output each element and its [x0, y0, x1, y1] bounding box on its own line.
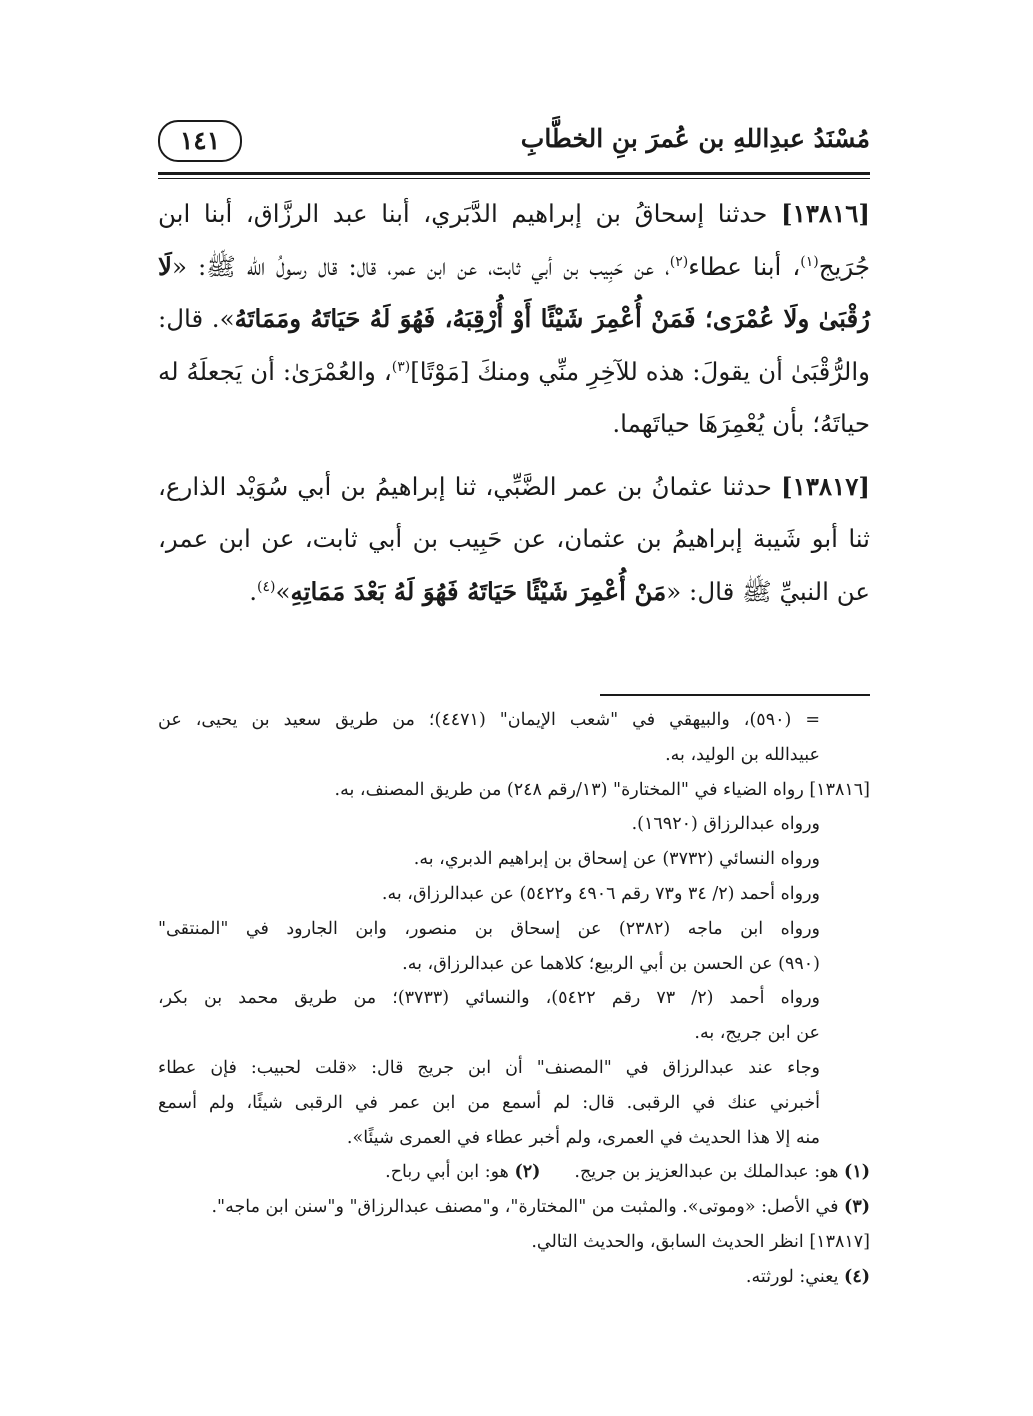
- footnote-ref: (٤): [257, 578, 276, 595]
- hadith-text: .: [249, 576, 258, 606]
- footnote-line: ورواه النسائي (٣٧٣٢) عن إسحاق بن إبراهيم الدبري، به.: [413, 849, 820, 870]
- footnote-line: منه إلا هذا الحديث في العمرى، ولم أخبر عطاء في العمرى شيئًا».: [346, 1127, 820, 1148]
- header-rule-thin: [158, 178, 870, 179]
- footnote-line: عن ابن جريج، به.: [694, 1023, 820, 1044]
- running-title: مُسْنَدُ عبدِاللهِ بن عُمرَ بنِ الخطَّابِ: [520, 124, 870, 153]
- hadith-text: ». قال: والرُّقْبَىٰ أن يقولَ: هذه للآخِرِ منِّي ومنكَ [مَوْتًا]: [158, 304, 870, 386]
- footnote-4: [158, 1260, 870, 1295]
- footnote-marker: (١): [844, 1162, 870, 1183]
- footnote-line: [١٣٨١٧] انظر الحديث السابق، والحديث التالي.: [531, 1231, 870, 1252]
- footnote-marker: (٤): [844, 1266, 870, 1287]
- footnote-marker: (٢): [514, 1162, 541, 1183]
- page-header: [158, 112, 870, 174]
- footnote-line: وجاء عند عبدالرزاق في "المصنف" أن ابن جريج قال: «قلت لحبيب: فإن عطاء: [158, 1057, 820, 1078]
- footnote-text: يعني: لورثته.: [745, 1266, 845, 1287]
- footnote-marker: (٣): [844, 1197, 870, 1218]
- hadith-matn: مَنْ أُعْمِرَ شَيْئًا حَيَاتَهُ فَهُوَ لَهُ بَعْدَ مَمَاتِهِ: [290, 576, 667, 606]
- footnote-text: هو: ابن أبي رباح.: [385, 1162, 515, 1183]
- footnote-line: [١٣٨١٦] رواه الضياء في "المختارة" (١٣/رقم ٢٤٨) من طريق المصنف، به.: [334, 779, 870, 800]
- hadith-text: »: [275, 576, 291, 606]
- hadith-number: [١٣٨١٦]: [781, 199, 870, 228]
- hadith-number: [١٣٨١٧]: [781, 471, 870, 501]
- footnote-ref: (٣): [391, 358, 411, 375]
- hadith-text: حدثنا إسحاقُ بن إبراهيم الدَّبَري، أبنا عبد الرزَّاق، أبنا ابن جُرَيج: [158, 199, 870, 281]
- footnote-line: ورواه عبدالرزاق (١٦٩٢٠).: [631, 814, 820, 835]
- hadith-text: حدثنا عثمانُ بن عمر الضَّبِّي، ثنا إبراهيمُ بن أبي سُوَيْد الذارع، ثنا أبو شَيبة إبراهيمُ بن عثمان، عن حَبِيب بن أبي ثابت، عن ابن عمر، عن النبيِّ ﷺ قال: «: [158, 471, 870, 606]
- footnote-ref: (٢): [669, 253, 689, 270]
- footnote-line: ورواه أحمد (٢/ ٧٣ رقم ٥٤٢٢)، والنسائي (٣٧٣٣)؛ من طريق محمد بن بكر،: [158, 988, 821, 1009]
- hadith-text: ، عن حَبِيب بن أبي ثابت، عن ابن عمر، قال: قال رسولُ الله ﷺ: «: [171, 251, 670, 281]
- header-rule-thick: [158, 172, 870, 175]
- hadith-text: ، أبنا عطاء: [688, 251, 801, 281]
- hadith-13817: [158, 461, 870, 619]
- footnote-text: في الأصل: «وموتى». والمثبت من "المختارة"، و"مصنف عبدالرزاق" و"سنن ابن ماجه".: [211, 1197, 845, 1218]
- page-number: ١٤١: [158, 120, 242, 162]
- footnote-separator: [600, 694, 870, 696]
- footnote-line: (٩٩٠) عن الحسن بن أبي الربيع؛ كلاهما عن عبدالرزاق، به.: [402, 953, 820, 974]
- footnote-1-2: [158, 1155, 870, 1190]
- footnote-text: هو: عبدالملك بن عبدالعزيز بن جريج.: [574, 1162, 845, 1183]
- hadith-matn: لَا رُقْبَىٰ ولَا عُمْرَى؛ فَمَنْ أُعْمِرَ شَيْئًا أَوْ أُرْقِبَهُ، فَهُوَ لَهُ حَيَاتَهُ ومَمَاتَهُ: [158, 251, 871, 333]
- main-text: [158, 188, 870, 628]
- footnote-line: أخبرني عنك في الرقبى. قال: لم أسمع من ابن عمر في الرقبى شيئًا، ولم أسمع: [158, 1092, 820, 1113]
- footnotes: [158, 703, 870, 1295]
- footnote-ref: (١): [800, 253, 819, 270]
- footnote-line: = (٥٩٠)، والبيهقي في "شعب الإيمان" (٤٤٧١)؛ من طريق سعيد بن يحيى، عن: [158, 710, 820, 730]
- footnote-line: عبيدالله بن الوليد، به.: [665, 744, 820, 765]
- footnote-line: ورواه أحمد (٢/ ٣٤ و٧٣ رقم ٤٩٠٦ و٥٤٢٢) عن عبدالرزاق، به.: [381, 883, 820, 904]
- hadith-text: ، والعُمْرَىٰ: أن يَجعلَهُ له حياتَهُ؛ بأن يُعْمِرَهَا حياتَهما.: [158, 356, 870, 438]
- footnote-3: [158, 1190, 870, 1225]
- hadith-13816: [158, 188, 870, 451]
- footnote-line: ورواه ابن ماجه (٢٣٨٢) عن إسحاق بن منصور، وابن الجارود في "المنتقى": [158, 918, 821, 939]
